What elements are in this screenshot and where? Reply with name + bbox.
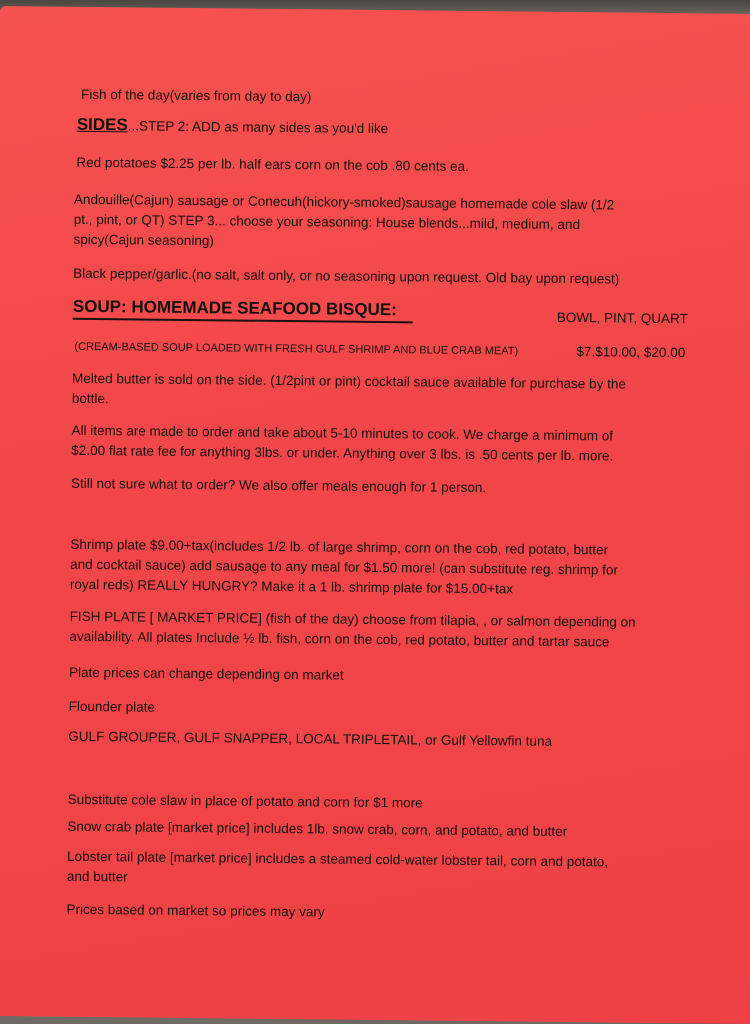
shrimp-plate-line-1: Shrimp plate $9.00+tax(includes 1/2 lb. of large shrimp, corn on the cob, red potato, butter xyxy=(70,536,609,558)
sides-heading: SIDES xyxy=(76,114,128,135)
black-pepper-line: Black pepper/garlic.(no salt, salt only, or no seasoning upon request. Old bay upon request) xyxy=(73,265,620,287)
sides-line xyxy=(77,115,389,139)
sides-step-text: ...STEP 2: ADD as many sides as you'd like xyxy=(127,118,389,137)
gulf-fish-line: GULF GROUPER, GULF SNAPPER, LOCAL TRIPLETAIL, or Gulf Yellowfin tuna xyxy=(68,728,553,749)
soup-sizes: BOWL, PINT, QUART xyxy=(556,309,688,327)
fish-plate-line-1: FISH PLATE [ MARKET PRICE] (fish of the day) choose from tilapia, , or salmon depending on xyxy=(69,608,636,630)
fish-of-day-line: Fish of the day(varies from day to day) xyxy=(81,86,312,105)
red-potatoes-line: Red potatoes $2.25 per lb. half ears corn on the cob .80 cents ea. xyxy=(76,154,469,174)
soup-heading: SOUP: HOMEMADE SEAFOOD BISQUE: xyxy=(72,296,397,320)
snow-crab-line: Snow crab plate [market price] includes 1lb. snow crab, corn, and potato, and butter xyxy=(67,818,568,839)
flounder-line: Flounder plate xyxy=(68,698,156,715)
soup-description: (CREAM-BASED SOUP LOADED WITH FRESH GULF SHRIMP AND BLUE CRAB MEAT) xyxy=(74,340,519,358)
still-not-sure-line: Still not sure what to order? We also offer meals enough for 1 person. xyxy=(70,475,487,496)
lobster-line-1: Lobster tail plate [market price] includes a steamed cold-water lobster tail, corn and potato, xyxy=(67,848,609,870)
melted-butter-line-1: Melted butter is sold on the side. (1/2pint or pint) cocktail sauce available for purchase by the xyxy=(72,370,626,392)
shrimp-plate-line-2: and cocktail sauce) add sausage to any meal for $1.50 more! (can substitute reg. shrimp for xyxy=(70,556,619,578)
substitute-line: Substitute cole slaw in place of potato and corn for $1 more xyxy=(67,791,423,811)
andouille-line-2: pt., pint, or QT) STEP 3... choose your seasoning: House blends...mild, medium, and xyxy=(73,211,581,233)
melted-butter-line-2: bottle. xyxy=(71,390,109,407)
all-items-line-2: $2.00 flat rate fee for anything 3lbs. or under. Anything over 3 lbs. is .50 cents per lb. more. xyxy=(71,442,614,464)
plate-prices-line: Plate prices can change depending on market xyxy=(68,664,344,683)
all-items-line-1: All items are made to order and take about 5-10 minutes to cook. We charge a minimum of xyxy=(71,422,614,444)
shrimp-plate-line-3: royal reds) REALLY HUNGRY? Make it a 1 lb. shrimp plate for $15.00+tax xyxy=(69,576,514,597)
menu-sheet xyxy=(0,6,750,1024)
andouille-line-3: spicy(Cajun seasoning) xyxy=(73,231,214,249)
soup-prices: $7.$10.00, $20.00 xyxy=(576,344,686,361)
andouille-line-1: Andouille(Cajun) sausage or Conecuh(hickory-smoked)sausage homemade cole slaw (1/2 xyxy=(73,191,615,213)
fish-plate-line-2: availability. All plates Include ½ lb. fish, corn on the cob, red potato, butter and tartar sauce xyxy=(69,628,610,650)
lobster-line-2: and butter xyxy=(66,868,128,885)
prices-based-line: Prices based on market so prices may vary xyxy=(66,901,325,920)
